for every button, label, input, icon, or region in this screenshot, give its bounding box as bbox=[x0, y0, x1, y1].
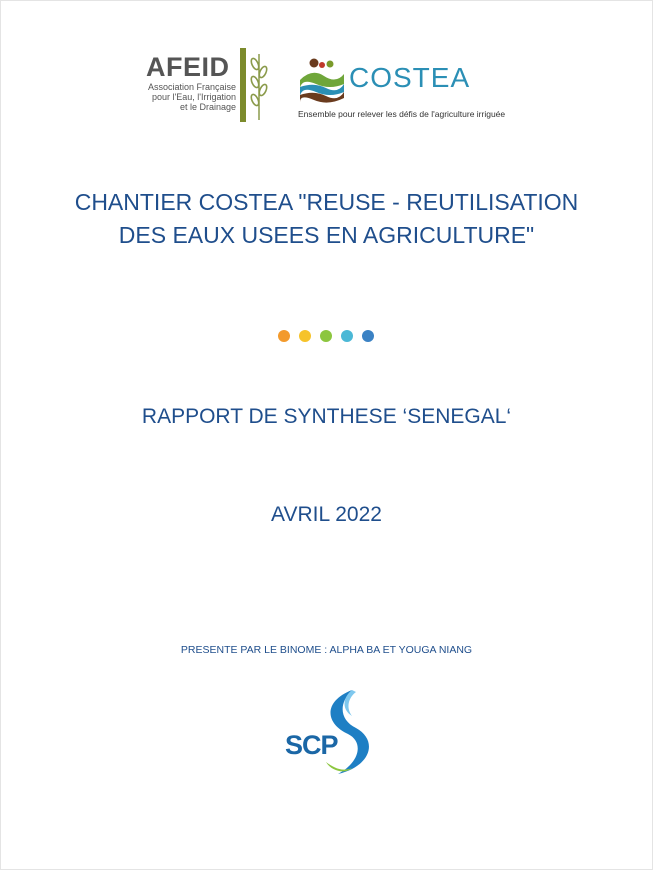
document-date: AVRIL 2022 bbox=[271, 503, 382, 526]
afeid-logo-bar bbox=[240, 48, 246, 122]
costea-logo bbox=[296, 56, 522, 122]
dot-yellow bbox=[299, 330, 311, 342]
dot-orange bbox=[278, 330, 290, 342]
wheat-icon bbox=[248, 50, 270, 122]
presented-by: PRESENTE PAR LE BINOME : ALPHA BA ET YOUGA NIANG bbox=[180, 644, 473, 656]
scp-logo bbox=[282, 688, 382, 778]
afeid-logo bbox=[146, 48, 270, 124]
document-title-line: CHANTIER COSTEA "REUSE - REUTILISATION bbox=[74, 189, 579, 215]
afeid-subtitle-line: Association Française bbox=[147, 82, 236, 92]
dot-blue bbox=[362, 330, 374, 342]
costea-tagline: Ensemble pour relever les défis de l'agriculture irriguée bbox=[298, 109, 506, 119]
costea-logo-name: COSTEA bbox=[349, 62, 471, 93]
scp-logo-name: SCP bbox=[285, 730, 338, 760]
document-subtitle: RAPPORT DE SYNTHESE ‘SENEGAL‘ bbox=[141, 405, 512, 428]
afeid-logo-name: AFEID bbox=[146, 52, 230, 82]
dot-cyan bbox=[341, 330, 353, 342]
dot-green bbox=[320, 330, 332, 342]
afeid-subtitle-line: et le Drainage bbox=[179, 102, 236, 112]
afeid-subtitle-line: pour l'Eau, l'Irrigation bbox=[152, 92, 236, 102]
afeid-logo-subtitle bbox=[148, 82, 236, 112]
decorative-dots bbox=[278, 330, 374, 344]
document-title bbox=[40, 186, 613, 252]
document-title-line: DES EAUX USEES EN AGRICULTURE" bbox=[118, 222, 535, 248]
costea-landscape-icon bbox=[298, 56, 346, 106]
